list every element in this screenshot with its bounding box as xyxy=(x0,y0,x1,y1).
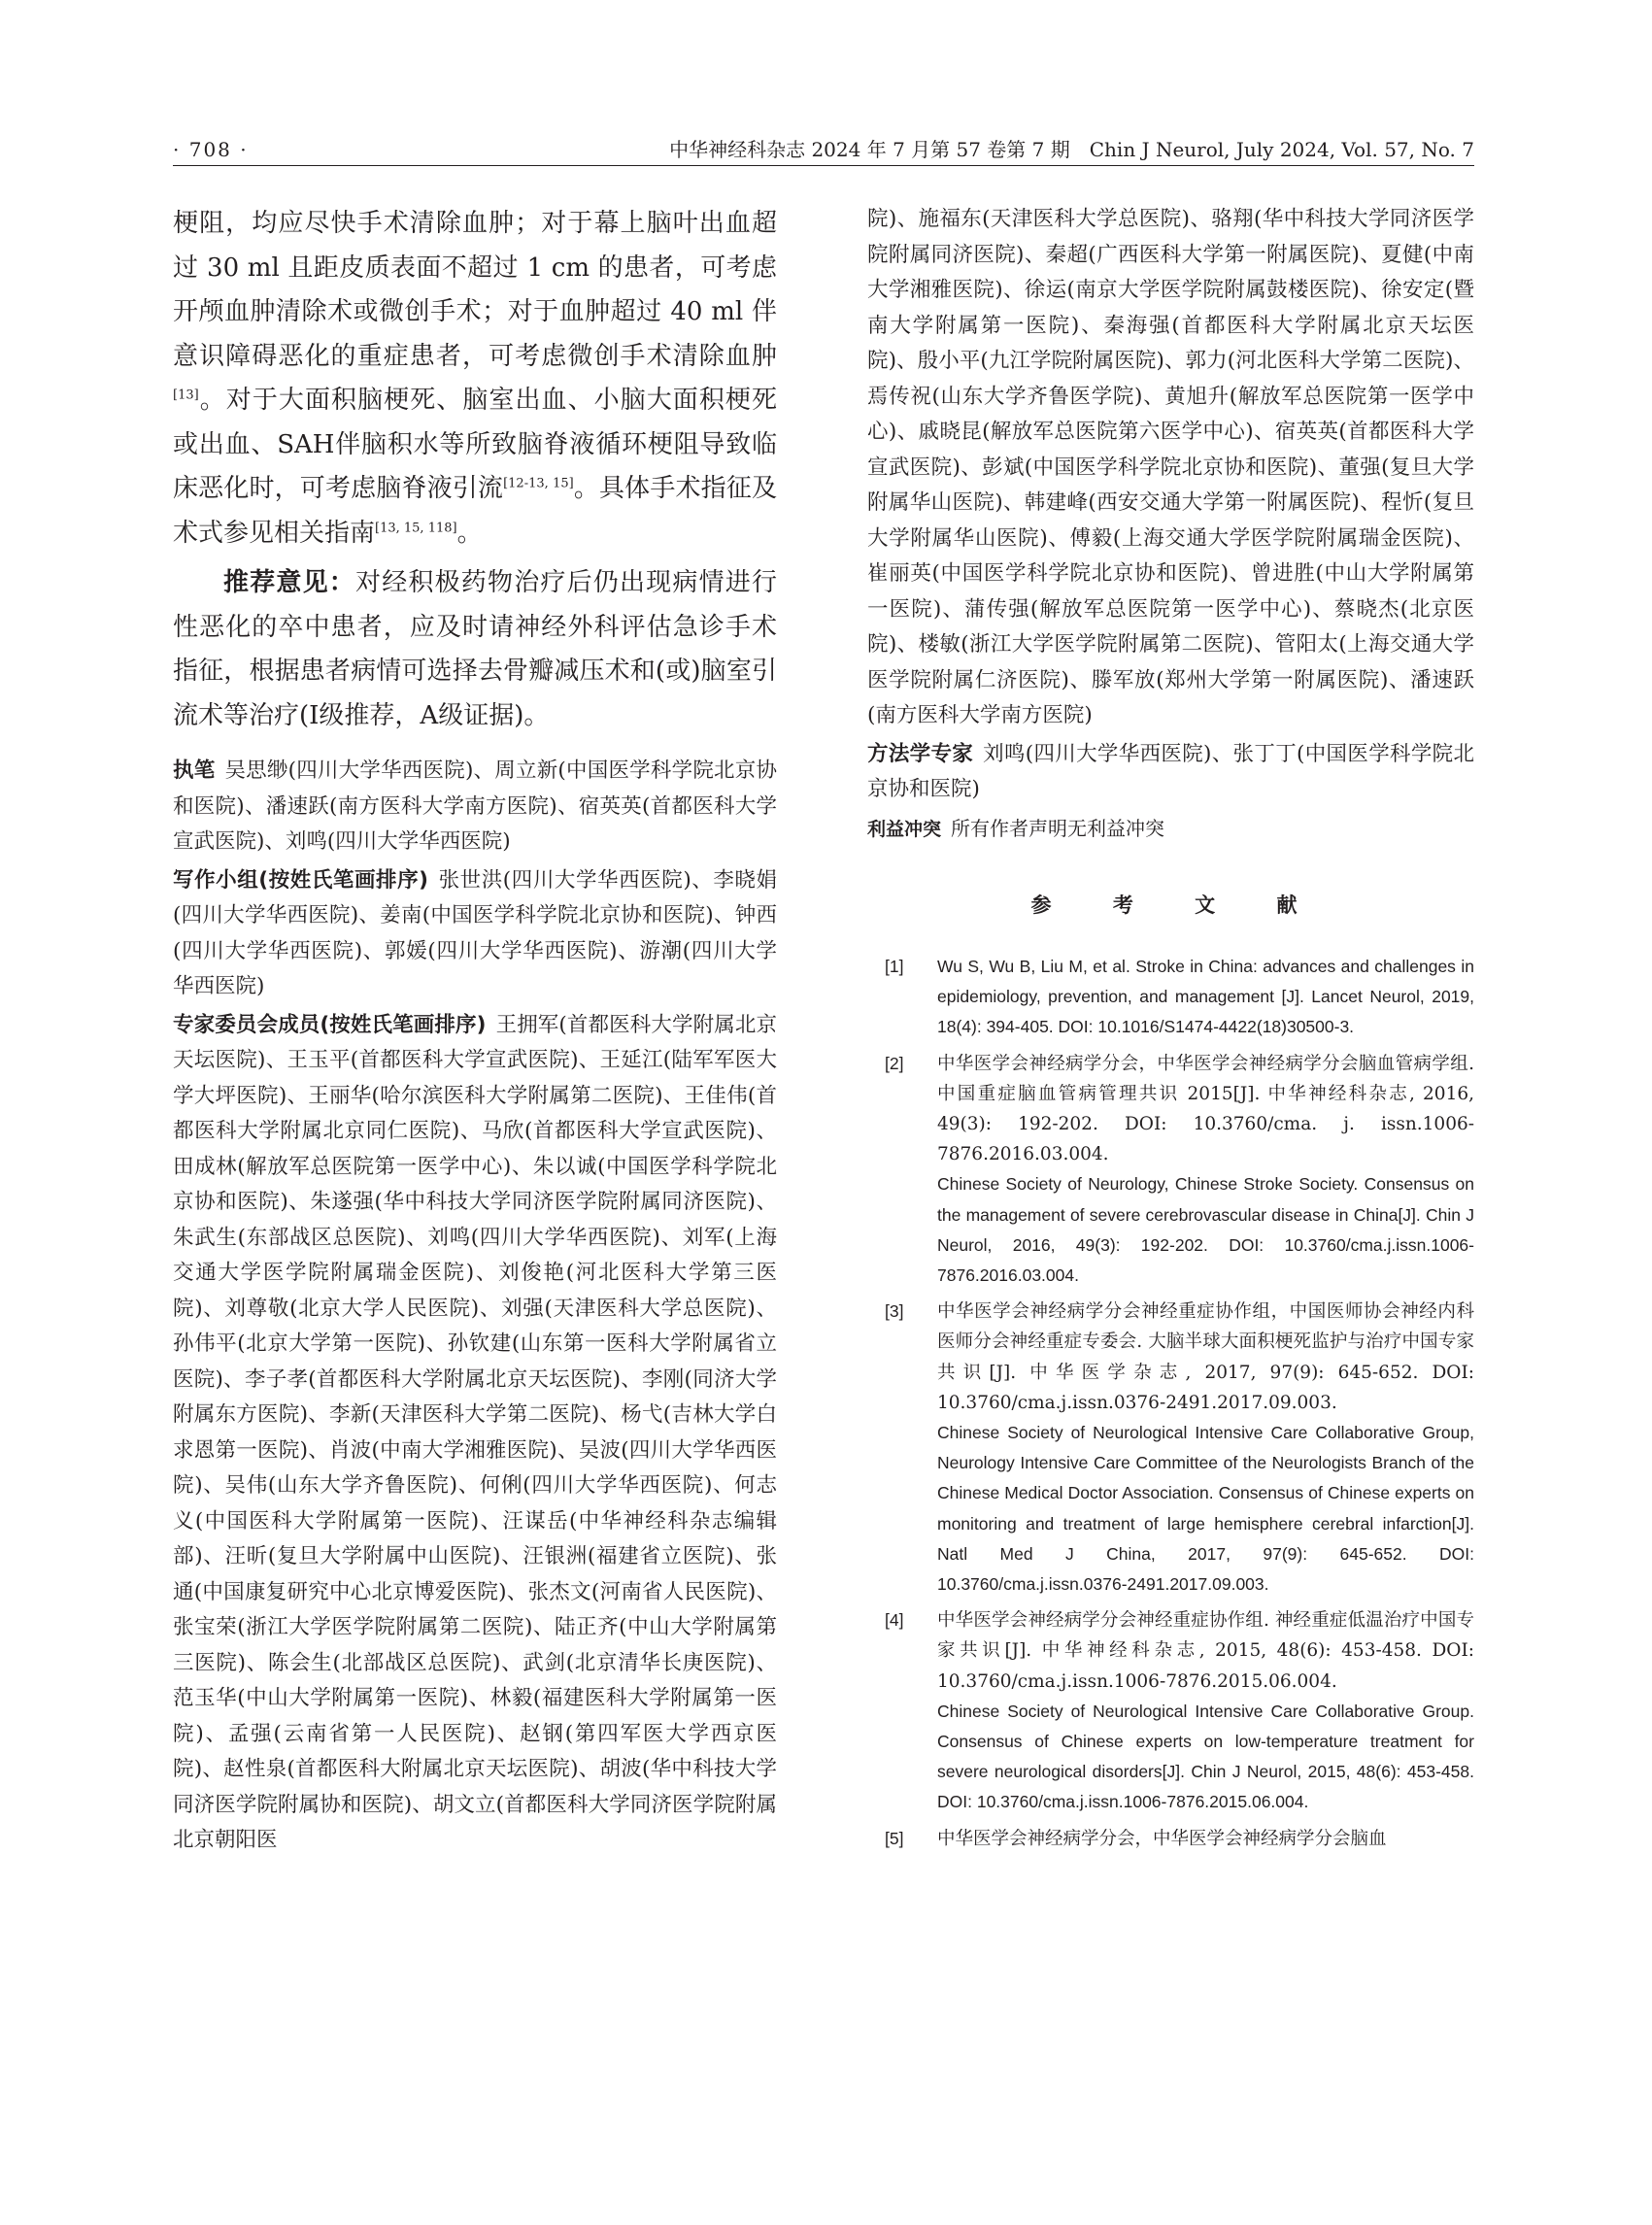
committee-text: 王拥军(首都医科大学附属北京天坛医院)、王玉平(首都医科大学宣武医院)、王延江(陆军军医大学大坪医院)、王丽华(哈尔滨医科大学附属第二医院)、王佳伟(首都医科大学附属北京同仁医院)、马欣(首都医科大学宣武医院)、田成林(解放军总医院第一医学中心)、朱以诚(中国医学科学院北京协和医院)、朱遂强(华中科技大学同济医学院附属同济医院)、朱武生(东部战区总医院)、刘鸣(四川大学华西医院)、刘军(上海交通大学医学院附属瑞金医院)、刘俊艳(河北医科大学第三医院)、刘尊敬(北京大学人民医院)、刘强(天津医科大学总医院)、孙伟平(北京大学第一医院)、孙钦建(山东第一医科大学附属省立医院)、李子孝(首都医科大学附属北京天坛医院)、李刚(同济大学附属东方医院)、李新(天津医科大学第二医院)、杨弋(吉林大学白求恩第一医院)、肖波(中南大学湘雅医院)、吴波(四川大学华西医院)、吴伟(山东大学齐鲁医院)、何俐(四川大学华西医院)、何志义(中国医科大学附属第一医院)、汪谋岳(中华神经科杂志编辑部)、汪昕(复旦大学附属中山医院)、汪银洲(福建省立医院)、张通(中国康复研究中心北京博爱医院)、张杰文(河南省人民医院)、张宝荣(浙江大学医学院附属第二医院)、陆正齐(中山大学附属第三医院)、陈会生(北部战区总医院)、武剑(北京清华长庚医院)、范玉华(中山大学附属第一医院)、林毅(福建医科大学附属第一医院)、孟强(云南省第一人民医院)、赵钢(第四军医大学西京医院)、赵性泉(首都医科大附属北京天坛医院)、胡波(华中科技大学同济医学院附属协和医院)、胡文立(首都医科大学同济医学院附属北京朝阳医 xyxy=(173,1012,778,1852)
committee-continued: 院)、施福东(天津医科大学总医院)、骆翔(华中科技大学同济医学院附属同济医院)、秦超(广西医科大学第一附属医院)、夏健(中南大学湘雅医院)、徐运(南京大学医学院附属鼓楼医院)、徐安定(暨南大学附属第一医院)、秦海强(首都医科大学附属北京天坛医院)、殷小平(九江学院附属医院)、郭力(河北医科大学第二医院)、焉传祝(山东大学齐鲁医学院)、黄旭升(解放军总医院第一医学中心)、戚晓昆(解放军总医院第六医学中心)、宿英英(首都医科大学宣武医院)、彭斌(中国医学科学院北京协和医院)、董强(复旦大学附属华山医院)、韩建峰(西安交通大学第一附属医院)、程忻(复旦大学附属华山医院)、傅毅(上海交通大学医学院附属瑞金医院)、崔丽英(中国医学科学院北京协和医院)、曾进胜(中山大学附属第一医院)、蒲传强(解放军总医院第一医学中心)、蔡晓杰(北京医院)、楼敏(浙江大学医学院附属第二医院)、管阳太(上海交通大学医学院附属仁济医院)、滕军放(郑州大学第一附属医院)、潘速跃(南方医科大学南方医院) xyxy=(867,207,1474,727)
reference-item xyxy=(867,1824,1474,1854)
reference-number: [2] xyxy=(885,1053,904,1073)
left-column xyxy=(173,202,777,1859)
reference-number: [1] xyxy=(885,957,904,976)
reference-text-zh: 中华医学会神经病学分会神经重症协作组，中国医师协会神经内科医师分会神经重症专委会. 大脑半球大面积梗死监护与治疗中国专家共识[J]. 中华医学杂志, 2017, 97(9): 645-652. DOI: 10.3760/cma.j.issn.0376-2491.2017.09.003. xyxy=(937,1301,1474,1413)
reference-text-zh: 中华医学会神经病学分会，中华医学会神经病学分会脑血 xyxy=(937,1828,1387,1849)
writers-text: 吴思缈(四川大学华西医院)、周立新(中国医学科学院北京协和医院)、潘速跃(南方医科大学南方医院)、宿英英(首都医科大学宣武医院)、刘鸣(四川大学华西医院) xyxy=(173,759,777,854)
method-label: 方法学专家 xyxy=(867,741,974,766)
page-number: · 708 · xyxy=(173,138,249,161)
text-span: 。具体手术指征及术式参见相关指南 xyxy=(173,474,777,548)
reference-item xyxy=(867,1605,1474,1817)
reference-text-zh: 中华医学会神经病学分会，中华医学会神经病学分会脑血管病学组. 中国重症脑血管病管理共识 2015[J]. 中华神经科杂志, 2016, 49(3): 192-202. DOI: 10.3760/cma. j. issn.1006-7876.2016.03.004. xyxy=(937,1053,1474,1165)
group-text: 张世洪(四川大学华西医院)、李晓娟(四川大学华西医院)、姜南(中国医学科学院北京协和医院)、钟西(四川大学华西医院)、郭媛(四川大学华西医院)、游潮(四川大学华西医院) xyxy=(173,867,778,998)
reference-number: [4] xyxy=(885,1610,904,1631)
reference-text-en: Chinese Society of Neurological Intensive Care Collaborative Group. Consensus of Chinese experts on low-temperature treatment for severe neurological disorders[J]. Chin J Neurol, 2015, 48(6): 453-458. DOI: 10.3760/cma.j.issn.1006-7876.2015.06.004. xyxy=(937,1701,1474,1812)
reference-text-en: Wu S, Wu B, Liu M, et al. Stroke in China: advances and challenges in epidemiology, prevention, and management [J]. Lancet Neurol, 2019, 18(4): 394-405. DOI: 10.1016/S1474-4422(18)30500-3. xyxy=(937,957,1474,1037)
citation: [12-13, 15] xyxy=(503,476,574,491)
right-column xyxy=(867,202,1474,1860)
citation: [13, 15, 118] xyxy=(375,520,457,535)
recommendation-label: 推荐意见： xyxy=(223,568,355,597)
coi-section xyxy=(867,811,1474,848)
recommendation xyxy=(173,561,777,738)
reference-text-en: Chinese Society of Neurology, Chinese Stroke Society. Consensus on the management of severe cerebrovascular disease in China[J]. Chin J Neurol, 2016, 49(3): 192-202. DOI: 10.3760/cma.j.issn.1006-7876.2016.03.004. xyxy=(937,1174,1474,1286)
reference-item xyxy=(867,1049,1474,1292)
method-section xyxy=(867,737,1474,808)
reference-item xyxy=(867,1297,1474,1600)
body-paragraph xyxy=(173,202,777,556)
reference-number: [5] xyxy=(885,1828,904,1848)
method-text: 刘鸣(四川大学华西医院)、张丁丁(中国医学科学院北京协和医院) xyxy=(867,741,1474,801)
reference-item xyxy=(867,952,1474,1043)
writers-section xyxy=(173,754,777,860)
text-span: 。 xyxy=(456,518,483,548)
text-span: 。对于大面积脑梗死、脑室出血、小脑大面积梗死或出血、SAH伴脑积水等所致脑脊液循环梗阻导致临床恶化时，可考虑脑脊液引流 xyxy=(173,386,777,503)
running-header xyxy=(173,136,1474,166)
coi-label: 利益冲突 xyxy=(867,818,942,840)
journal-citation: 中华神经科杂志 2024 年 7 月第 57 卷第 7 期 Chin J Neurol, July 2024, Vol. 57, No. 7 xyxy=(669,138,1474,161)
group-label: 写作小组(按姓氏笔画排序) xyxy=(173,867,429,893)
reference-number: [3] xyxy=(885,1301,904,1322)
committee-section xyxy=(173,1008,777,1859)
recommendation-text: 对经积极药物治疗后仍出现病情进行性恶化的卒中患者，应及时请神经外科评估急诊手术指征，根据患者病情可选择去骨瓣减压术和(或)脑室引流术等治疗(Ⅰ级推荐，A级证据)。 xyxy=(173,568,777,730)
coi-text: 所有作者声明无利益冲突 xyxy=(951,816,1165,840)
writers-label: 执笔 xyxy=(173,759,216,783)
committee-label: 专家委员会成员(按姓氏笔画排序) xyxy=(173,1012,487,1037)
references-title: 参 考 文 献 xyxy=(1030,893,1325,917)
reference-text-en: Chinese Society of Neurological Intensive Care Collaborative Group, Neurology Intensive Care Committee of the Neurologists Branch of the Chinese Medical Doctor Association. Consensus of Chinese experts on monitoring and treatment of large hemisphere cerebral infarction[J]. Natl Med J China, 2017, 97(9): 645-652. DOI: 10.3760/cma.j.issn.0376-2491.2017.09.003. xyxy=(937,1423,1474,1595)
group-section xyxy=(173,863,777,1005)
reference-text-zh: 中华医学会神经病学分会神经重症协作组. 神经重症低温治疗中国专家共识[J]. 中华神经科杂志, 2015, 48(6): 453-458. DOI: 10.3760/cma.j.issn.1006-7876.2015.06.004. xyxy=(937,1610,1474,1692)
citation: [13] xyxy=(173,388,199,403)
text-span: 梗阻，均应尽快手术清除血肿；对于幕上脑叶出血超过 30 ml 且距皮质表面不超过 1 cm 的患者，可考虑开颅血肿清除术或微创手术；对于血肿超过 40 ml 伴意识障碍恶化的重症患者，可考虑微创手术清除血肿 xyxy=(173,209,777,371)
